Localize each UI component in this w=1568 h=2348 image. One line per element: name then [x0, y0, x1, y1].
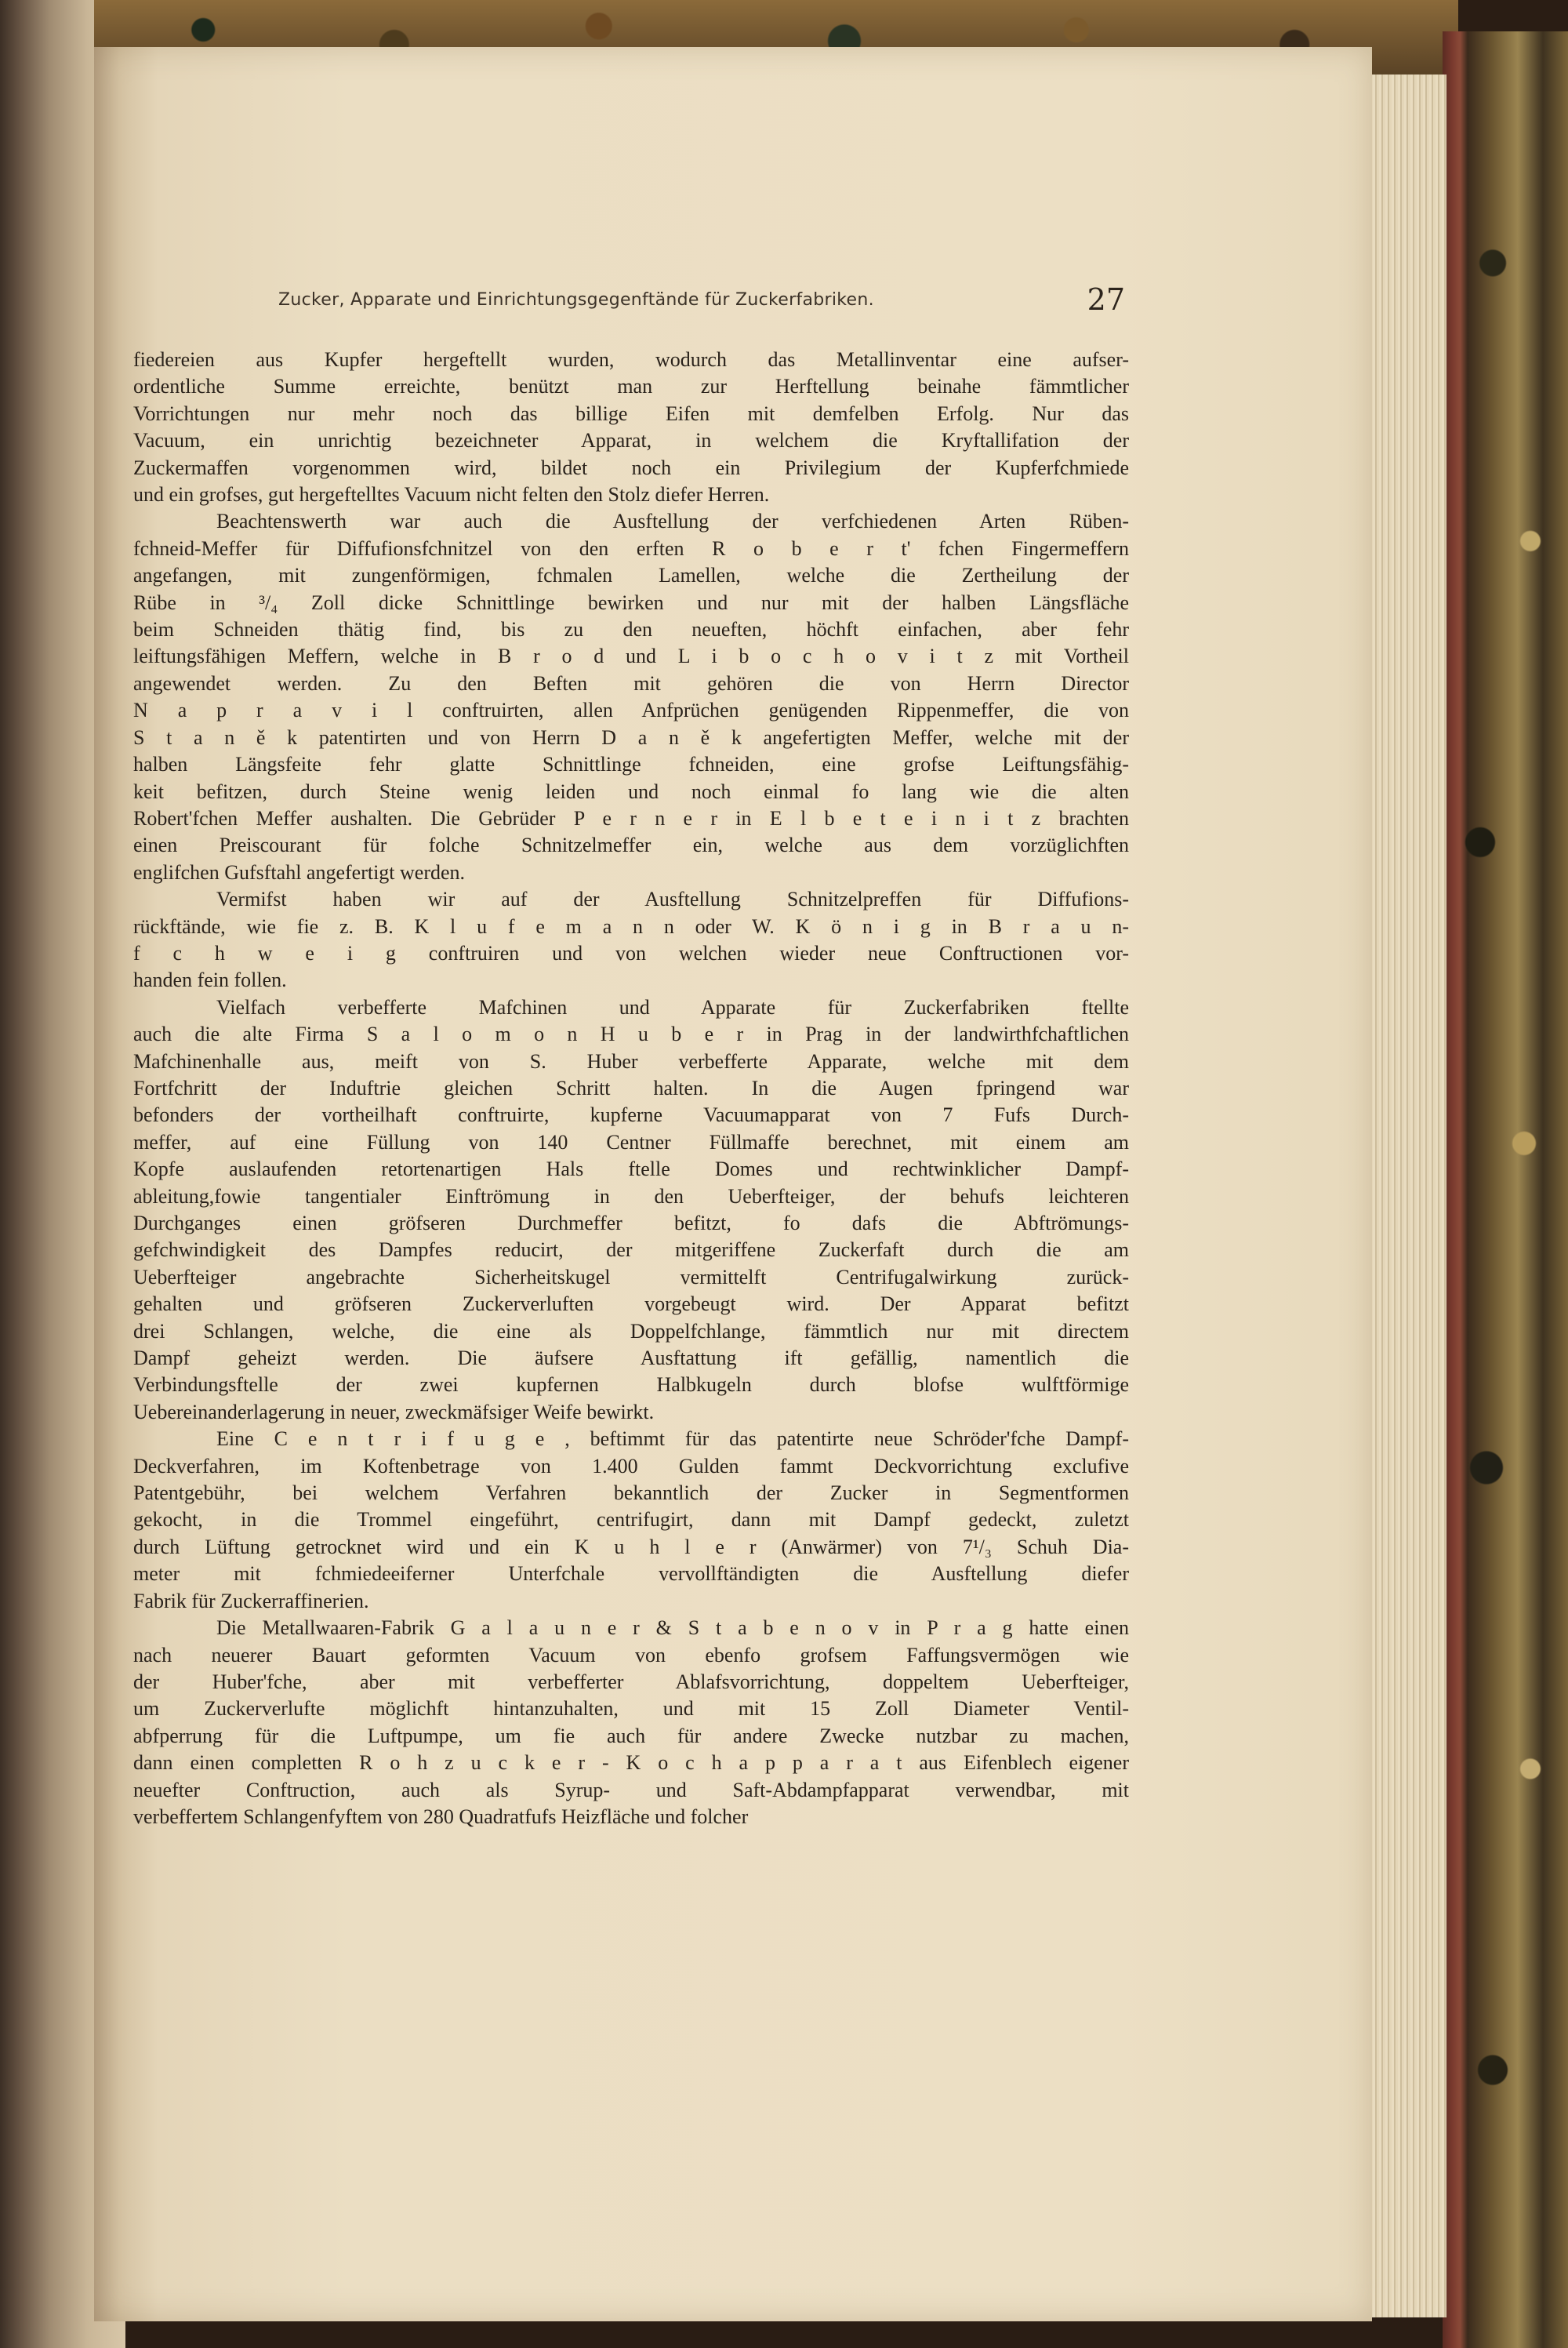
- text-line: Vermifst haben wir auf der Ausftellung Schnitzelpreffen für Diffufions-: [216, 888, 1129, 911]
- text-line: meffer, auf eine Füllung von 140 Centner Füllmaffe berechnet, mit einem am: [133, 1130, 1129, 1154]
- text-line: Eine C e n t r i f u g e , beftimmt für das patentirte neue Schröder'fche Dampf-: [216, 1427, 1129, 1451]
- text-line: neuefter Conftruction, auch als Syrup- und Saft-Abdampfapparat verwendbar, mit: [133, 1778, 1129, 1801]
- text-line: Die Metallwaaren-Fabrik G a l a u n e r & S t a b e n o v in P r a g hatte einen: [216, 1616, 1129, 1640]
- text-line: keit befitzen, durch Steine wenig leiden und noch einmal fo lang wie die alten: [133, 780, 1129, 803]
- paragraph: [133, 1426, 1129, 1615]
- paragraph: [133, 886, 1129, 994]
- marbled-cover: [1443, 31, 1568, 2348]
- text-line: ordentliche Summe erreichte, benützt man zur Herftellung beinahe fämmtlicher: [133, 375, 1129, 398]
- text-line: leiftungsfähigen Meffern, welche in B r o d und L i b o c h o v i t z mit Vortheil: [133, 645, 1129, 668]
- text-line: gefchwindigkeit des Dampfes reducirt, der mitgeriffene Zuckerfaft durch die am: [133, 1238, 1129, 1262]
- body-text: [133, 347, 1129, 1830]
- paragraph: [133, 508, 1129, 886]
- text-line: Zuckermaffen vorgenommen wird, bildet noch ein Privilegium der Kupferfchmiede: [133, 456, 1129, 479]
- text-line: fchneid-Meffer für Diffufionsfchnitzel von den erften R o b e r t' fchen Fingermeffern: [133, 536, 1129, 560]
- text-line: beim Schneiden thätig find, bis zu den neueften, höchft einfachen, aber fehr: [133, 618, 1129, 642]
- text-line: der Huber'fche, aber mit verbefferter Ablafsvorrichtung, doppeltem Ueberfteiger,: [133, 1670, 1129, 1693]
- text-line: durch Lüftung getrocknet wird und ein K u h l e r (Anwärmer) von 7¹/₃ Schuh Dia-: [133, 1535, 1129, 1558]
- text-line: angefangen, mit zungenförmigen, fchmalen Lamellen, welche die Zertheilung der: [133, 564, 1129, 587]
- page-number: 27: [1087, 282, 1125, 317]
- text-line: Kopfe auslaufenden retortenartigen Hals ftelle Domes und rechtwinklicher Dampf-: [133, 1158, 1129, 1181]
- text-line: handen fein follen.: [133, 969, 287, 992]
- text-line: Mafchinenhalle aus, meift von S. Huber verbefferte Apparate, welche mit dem: [133, 1049, 1129, 1073]
- text-line: gekocht, in die Trommel eingeführt, centrifugirt, dann mit Dampf gedeckt, zuletzt: [133, 1508, 1129, 1532]
- paragraph: [133, 347, 1129, 508]
- text-line: einen Preiscourant für folche Schnitzelmeffer ein, welche aus dem vorzüglichften: [133, 834, 1129, 857]
- text-line: angewendet werden. Zu den Beften mit gehören die von Herrn Director: [133, 671, 1129, 695]
- text-line: Rübe in ³/₄ Zoll dicke Schnittlinge bewirken und nur mit der halben Längsfläche: [133, 591, 1129, 614]
- text-line: Vacuum, ein unrichtig bezeichneter Apparat, in welchem die Kryftallifation der: [133, 429, 1129, 453]
- text-line: befonders der vortheilhaft conftruirte, kupferne Vacuumapparat von 7 Fufs Durch-: [133, 1103, 1129, 1127]
- text-line: Uebereinanderlagerung in neuer, zweckmäfsiger Weife bewirkt.: [133, 1400, 655, 1423]
- text-line: Deckverfahren, im Koftenbetrage von 1.400 Gulden fammt Deckvorrichtung exclufive: [133, 1454, 1129, 1477]
- running-header: [278, 282, 1125, 322]
- text-line: rückftände, wie fie z. B. K l u f e m a n n oder W. K ö n i g in B r a u n-: [133, 914, 1129, 938]
- text-line: gehalten und gröfseren Zuckerverluften vorgebeugt wird. Der Apparat befitzt: [133, 1292, 1129, 1316]
- text-line: Robert'fchen Meffer aushalten. Die Gebrüder P e r n e r in E l b e t e i n i t z brachten: [133, 806, 1129, 830]
- text-line: drei Schlangen, welche, die eine als Doppelfchlange, fämmtlich nur mit directem: [133, 1319, 1129, 1343]
- text-line: englifchen Gufsftahl angefertigt werden.: [133, 860, 466, 884]
- text-line: und ein grofses, gut hergeftelltes Vacuum nicht felten den Stolz diefer Herren.: [133, 483, 770, 507]
- text-line: dann einen completten R o h z u c k e r - K o c h a p p a r a t aus Eifenblech eigener: [133, 1751, 1129, 1775]
- text-line: Verbindungsftelle der zwei kupfernen Halbkugeln durch blofse wulftförmige: [133, 1373, 1129, 1397]
- text-line: N a p r a v i l conftruirten, allen Anfprüchen genügenden Rippenmeffer, die von: [133, 699, 1129, 722]
- text-line: Fortfchritt der Induftrie gleichen Schritt halten. In die Augen fpringend war: [133, 1076, 1129, 1099]
- paragraph: [133, 1615, 1129, 1830]
- text-line: Vielfach verbefferte Mafchinen und Apparate für Zuckerfabriken ftellte: [216, 995, 1129, 1019]
- text-line: Beachtenswerth war auch die Ausftellung der verfchiedenen Arten Rüben-: [216, 510, 1129, 533]
- text-line: f c h w e i g conftruiren und von welchen wieder neue Conftructionen vor-: [133, 941, 1129, 965]
- text-line: ableitung,fowie tangentialer Einftrömung in den Ueberfteiger, der behufs leichteren: [133, 1184, 1129, 1208]
- text-line: Vorrichtungen nur mehr noch das billige Eifen mit demfelben Erfolg. Nur das: [133, 402, 1129, 425]
- text-line: Durchganges einen gröfseren Durchmeffer befitzt, fo dafs die Abftrömungs-: [133, 1212, 1129, 1234]
- text-line: S t a n ě k patentirten und von Herrn D a n ě k angefertigten Meffer, welche mit der: [133, 725, 1129, 749]
- text-line: meter mit fchmiedeeiferner Unterfchale vervollftändigten die Ausftellung diefer: [133, 1562, 1129, 1586]
- text-line: Patentgebühr, bei welchem Verfahren bekanntlich der Zucker in Segmentformen: [133, 1481, 1129, 1505]
- text-line: nach neuerer Bauart geformten Vacuum von ebenfo grofsem Faffungsvermögen wie: [133, 1643, 1129, 1666]
- text-line: Ueberfteiger angebrachte Sicherheitskugel vermittelft Centrifugalwirkung zurück-: [133, 1265, 1129, 1288]
- text-line: fiedereien aus Kupfer hergeftellt wurden, wodurch das Metallinventar eine aufser-: [133, 348, 1129, 371]
- text-line: verbeffertem Schlangenfyftem von 280 Quadratfufs Heizfläche und folcher: [133, 1805, 749, 1828]
- paragraph: [133, 994, 1129, 1427]
- text-line: Fabrik für Zuckerraffinerien.: [133, 1589, 369, 1612]
- text-line: Dampf geheizt werden. Die äufsere Ausftattung ift gefällig, namentlich die: [133, 1347, 1129, 1370]
- page-stack-edge: [1360, 75, 1446, 2317]
- text-line: abfperrung für die Luftpumpe, um fie auch für andere Zwecke nutzbar zu machen,: [133, 1724, 1129, 1747]
- running-title: Zucker, Apparate und Einrichtungsgegenftände für Zuckerfabriken.: [278, 290, 874, 310]
- text-line: um Zuckerverlufte möglichft hintanzuhalten, und mit 15 Zoll Diameter Ventil-: [133, 1697, 1129, 1721]
- text-line: halben Längsfeite fehr glatte Schnittlinge fchneiden, eine grofse Leiftungsfähig-: [133, 753, 1129, 776]
- text-line: auch die alte Firma S a l o m o n H u b e r in Prag in der landwirthfchaftlichen: [133, 1023, 1129, 1046]
